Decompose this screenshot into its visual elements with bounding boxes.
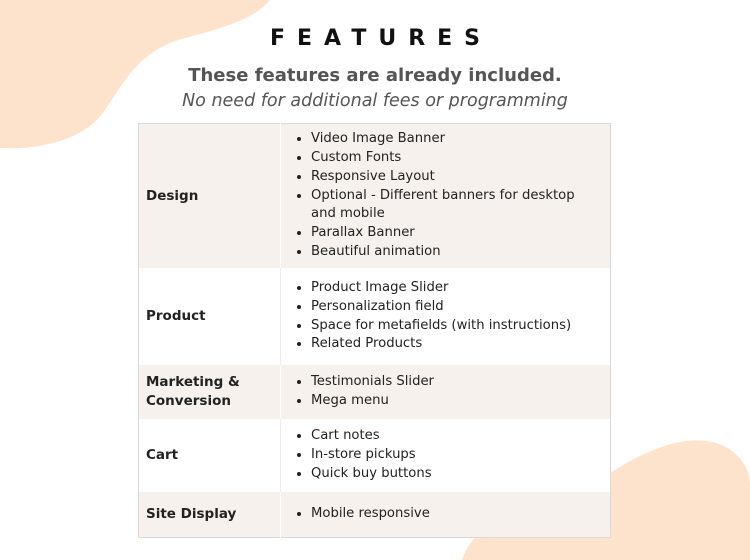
table-row [139,365,611,419]
list-item: • Video Image Banner [311,130,590,149]
table-row [139,419,611,492]
list-item: • Responsive Layout [311,168,590,187]
category-cell: Product [139,268,281,365]
items-cell [281,365,611,419]
list-item: • Optional - Different banners for desktop and mobile [311,187,590,225]
feature-list [297,373,590,411]
list-item: • Custom Fonts [311,149,590,168]
list-item: • Testimonials Slider [311,373,590,392]
category-cell: Design [139,124,281,269]
feature-list [297,279,590,354]
category-cell: Cart [139,419,281,492]
items-cell [281,124,611,269]
list-item: • Quick buy buttons [311,465,590,484]
items-cell [281,268,611,365]
features-table [138,123,611,538]
list-item: • Cart notes [311,427,590,446]
table-row [139,124,611,269]
category-cell: Marketing & Conversion [139,365,281,419]
list-item: • Parallax Banner [311,224,590,243]
feature-list [297,130,590,262]
items-cell [281,492,611,538]
feature-list [297,427,590,483]
list-item: • Mobile responsive [311,505,590,524]
list-item: • Personalization field [311,298,590,317]
list-item: • In-store pickups [311,446,590,465]
list-item: • Product Image Slider [311,279,590,298]
list-item: • Related Products [311,335,590,354]
page-title: FEATURES [269,26,493,51]
list-item: • Beautiful animation [311,243,590,262]
feature-list [297,505,590,524]
table-row [139,492,611,538]
table-row [139,268,611,365]
page-tagline: No need for additional fees or programming [182,91,568,111]
category-cell: Site Display [139,492,281,538]
list-item: • Space for metafields (with instructions) [311,317,590,336]
items-cell [281,419,611,492]
page-subtitle: These features are already included. [188,65,562,86]
list-item: • Mega menu [311,392,590,411]
